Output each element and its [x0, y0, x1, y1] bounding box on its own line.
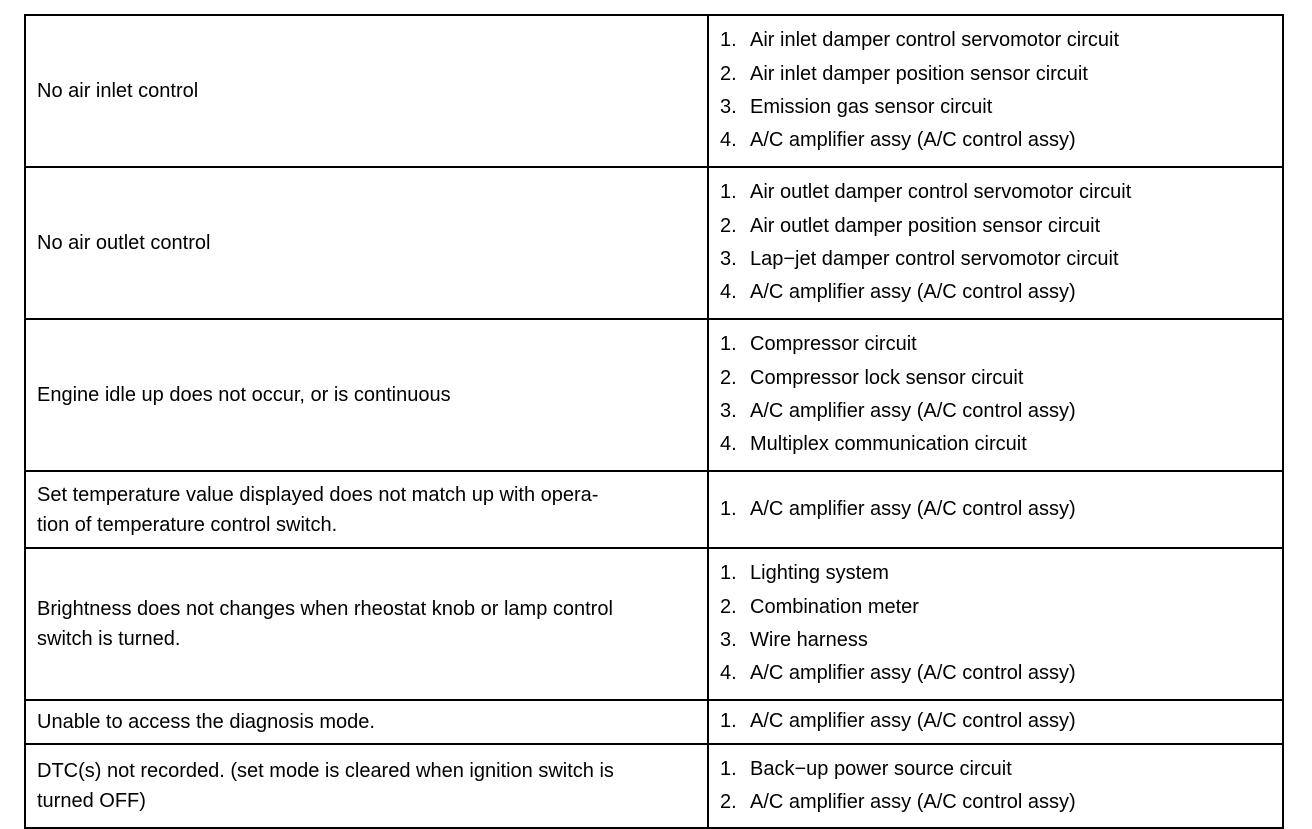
- table-row: [25, 15, 1283, 167]
- table-row: [25, 167, 1283, 319]
- symptom-line: Set temperature value displayed does not match up with opera-: [37, 483, 599, 506]
- causes-cell: [708, 744, 1283, 828]
- cause-number: 1.: [720, 710, 737, 733]
- cause-number: 4.: [720, 281, 737, 304]
- cause-item: [720, 705, 1272, 738]
- cause-item: [720, 557, 1272, 590]
- cause-text: Air outlet damper position sensor circuit: [750, 214, 1101, 237]
- cause-text: A/C amplifier assy (A/C control assy): [750, 129, 1076, 152]
- cause-item: [720, 753, 1272, 786]
- table-row: [25, 471, 1283, 548]
- cause-text: Combination meter: [750, 595, 919, 618]
- symptom-text: No air outlet control: [37, 232, 211, 254]
- table-row: [25, 744, 1283, 828]
- cause-number: 4.: [720, 129, 737, 152]
- cause-number: 1.: [720, 333, 737, 356]
- cause-number: 3.: [720, 400, 737, 422]
- cause-number: 4.: [720, 662, 737, 685]
- symptom-table: [24, 14, 1284, 829]
- cause-text: Compressor lock sensor circuit: [750, 366, 1024, 389]
- cause-text: Air outlet damper control servomotor circuit: [750, 181, 1132, 204]
- cause-number: 1.: [720, 497, 737, 520]
- cause-text: A/C amplifier assy (A/C control assy): [750, 281, 1076, 304]
- cause-item: [720, 176, 1272, 209]
- causes-cell: [708, 15, 1283, 167]
- symptom-text: Engine idle up does not occur, or is continuous: [37, 384, 451, 406]
- symptom-text: No air inlet control: [37, 80, 199, 102]
- cause-text: A/C amplifier assy (A/C control assy): [750, 497, 1076, 520]
- cause-item: [720, 243, 1272, 276]
- cause-number: 1.: [720, 29, 737, 52]
- cause-item: [720, 428, 1272, 461]
- symptom-line: turned OFF): [37, 790, 146, 812]
- cause-text: Wire harness: [750, 629, 868, 651]
- cause-number: 1.: [720, 757, 737, 780]
- cause-text: Air inlet damper control servomotor circuit: [750, 29, 1120, 52]
- symptom-cell: [25, 548, 708, 700]
- cause-text: Air inlet damper position sensor circuit: [750, 62, 1088, 85]
- cause-number: 4.: [720, 433, 737, 456]
- causes-cell: [708, 471, 1283, 548]
- cause-text: A/C amplifier assy (A/C control assy): [750, 662, 1076, 685]
- cause-item: [720, 91, 1272, 124]
- cause-text: Lighting system: [750, 562, 889, 585]
- cause-number: 2.: [720, 791, 737, 813]
- cause-number: 3.: [720, 248, 737, 270]
- table-row: [25, 319, 1283, 471]
- cause-text: Multiplex communication circuit: [750, 433, 1027, 456]
- causes-cell: [708, 319, 1283, 471]
- symptom-cell: [25, 471, 708, 548]
- cause-number: 2.: [720, 366, 737, 389]
- cause-number: 2.: [720, 62, 737, 85]
- symptom-cell: [25, 319, 708, 471]
- cause-text: A/C amplifier assy (A/C control assy): [750, 400, 1076, 422]
- cause-item: [720, 124, 1272, 157]
- symptom-line: switch is turned.: [37, 628, 181, 650]
- cause-text: Emission gas sensor circuit: [750, 96, 993, 118]
- cause-text: Compressor circuit: [750, 333, 917, 356]
- cause-item: [720, 624, 1272, 657]
- cause-text: A/C amplifier assy (A/C control assy): [750, 710, 1076, 733]
- symptom-cell: [25, 700, 708, 744]
- cause-number: 2.: [720, 214, 737, 237]
- cause-item: [720, 362, 1272, 395]
- symptom-cell: [25, 167, 708, 319]
- cause-item: [720, 657, 1272, 690]
- cause-text: A/C amplifier assy (A/C control assy): [750, 791, 1076, 813]
- cause-item: [720, 210, 1272, 243]
- causes-cell: [708, 548, 1283, 700]
- cause-number: 3.: [720, 96, 737, 118]
- symptom-cell: [25, 15, 708, 167]
- cause-item: [720, 786, 1272, 819]
- cause-item: [720, 328, 1272, 361]
- cause-number: 1.: [720, 562, 737, 585]
- cause-text: Back−up power source circuit: [750, 757, 1012, 780]
- cause-number: 2.: [720, 595, 737, 618]
- symptom-line: DTC(s) not recorded. (set mode is cleared when ignition switch is: [37, 760, 614, 782]
- table-row: [25, 548, 1283, 700]
- symptom-text: Unable to access the diagnosis mode.: [37, 711, 375, 733]
- cause-item: [720, 591, 1272, 624]
- table-row: [25, 700, 1283, 744]
- symptom-line: Brightness does not changes when rheostat knob or lamp control: [37, 598, 613, 620]
- causes-cell: [708, 167, 1283, 319]
- causes-cell: [708, 700, 1283, 744]
- cause-text: Lap−jet damper control servomotor circuit: [750, 248, 1119, 270]
- cause-item: [720, 24, 1272, 57]
- symptom-line: tion of temperature control switch.: [37, 513, 338, 536]
- cause-item: [720, 58, 1272, 91]
- cause-item: [720, 493, 1272, 526]
- cause-item: [720, 276, 1272, 309]
- cause-number: 1.: [720, 181, 737, 204]
- symptom-cell: [25, 744, 708, 828]
- cause-item: [720, 395, 1272, 428]
- cause-number: 3.: [720, 629, 737, 651]
